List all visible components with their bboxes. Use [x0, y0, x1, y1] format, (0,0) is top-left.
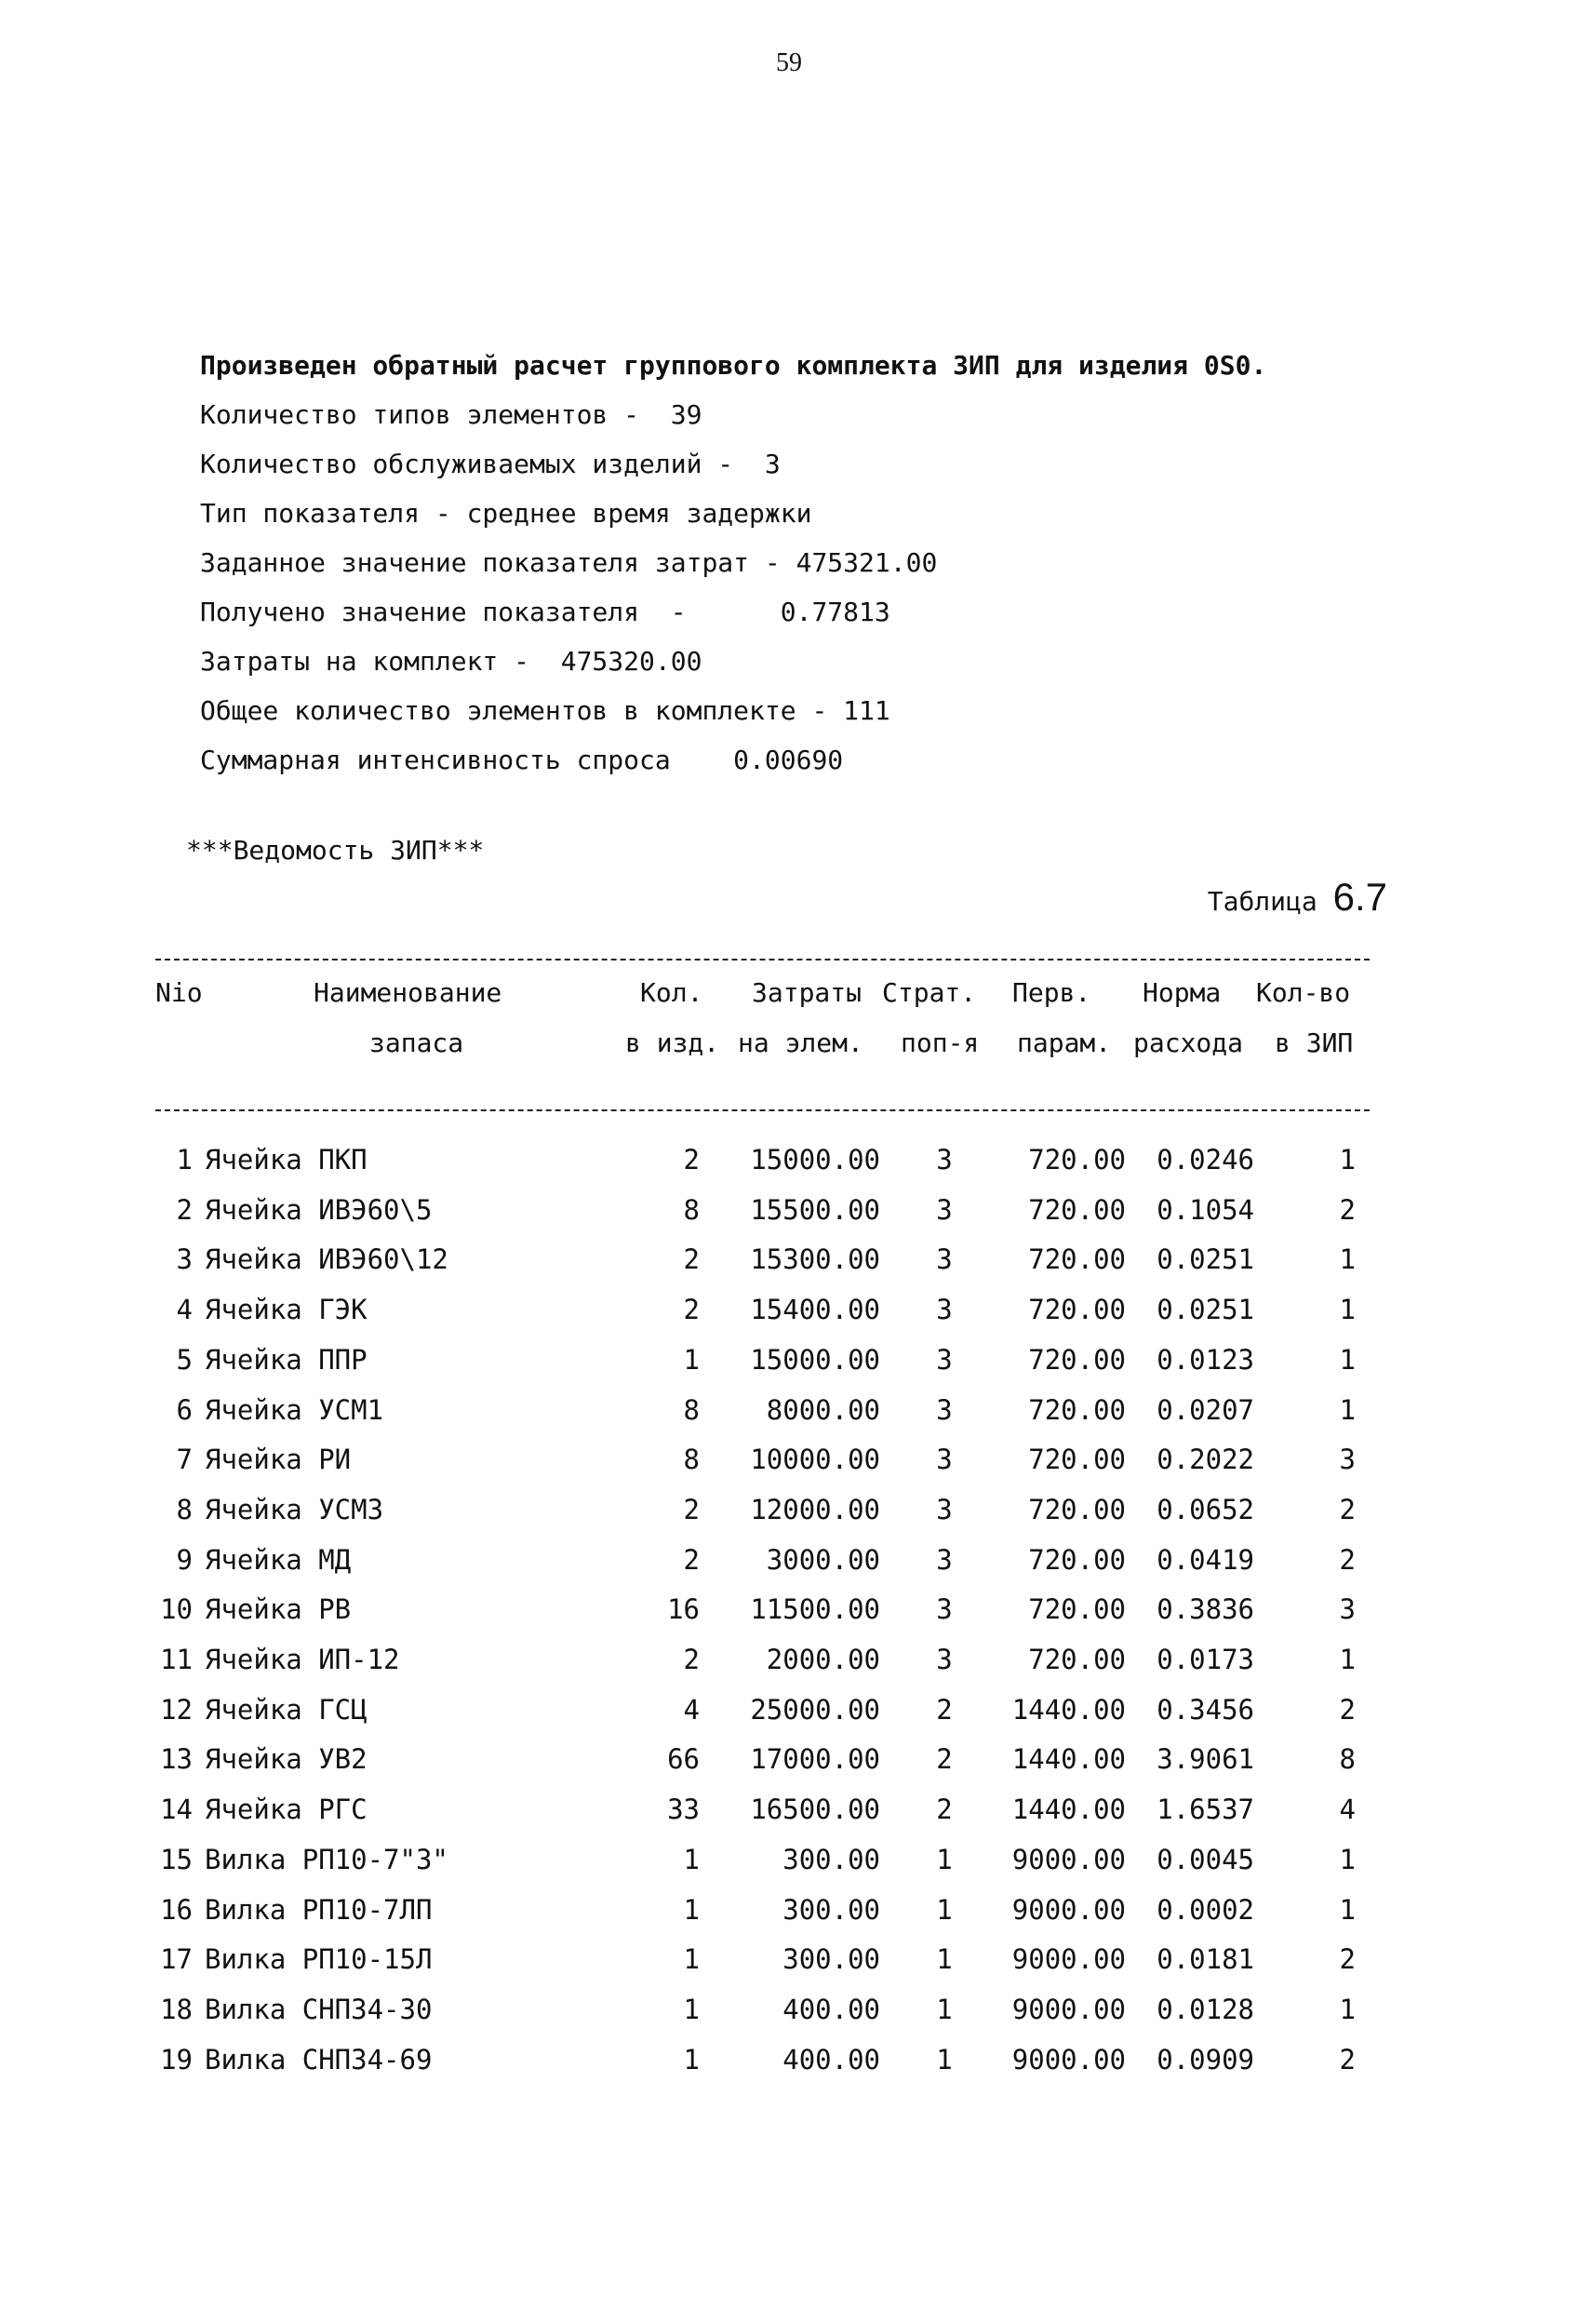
row-no: 2 [176, 1193, 193, 1226]
header-strategy-2: поп-я [901, 1028, 980, 1058]
row-name: Ячейка УВ2 [205, 1743, 368, 1776]
row-norm: 0.0123 [1157, 1343, 1254, 1376]
header-name-2: запаса [369, 1028, 464, 1058]
row-norm: 0.0045 [1157, 1843, 1254, 1875]
row-norm: 0.3456 [1157, 1693, 1254, 1726]
table-row [0, 1985, 1578, 2035]
table-caption-number: 6.7 [1332, 875, 1387, 919]
row-norm: 0.0002 [1157, 1893, 1254, 1926]
row-strategy: 1 [936, 2043, 953, 2075]
row-no: 17 [160, 1943, 193, 1976]
row-strategy: 1 [936, 1993, 953, 2025]
row-no: 6 [176, 1393, 193, 1426]
row-strategy: 3 [936, 1644, 953, 1675]
row-no: 16 [160, 1893, 193, 1926]
row-norm: 0.2022 [1157, 1444, 1254, 1476]
row-name: Вилка РП10-15Л [205, 1943, 433, 1976]
row-no: 5 [176, 1343, 193, 1376]
row-no: 3 [176, 1243, 193, 1276]
row-param: 720.00 [1028, 1243, 1126, 1276]
row-qty: 1 [683, 1893, 700, 1926]
summary-element-types: Количество типов элементов - 39 [200, 399, 702, 430]
row-no: 8 [176, 1493, 193, 1525]
row-name: Вилка СНП34-30 [205, 1993, 433, 2025]
row-param: 1440.00 [1011, 1693, 1126, 1726]
header-name: Наименование [314, 977, 502, 1008]
table-row [0, 1135, 1578, 1185]
row-qty: 66 [667, 1743, 700, 1776]
row-name: Ячейка РИ [205, 1444, 352, 1476]
row-strategy: 1 [936, 1943, 953, 1976]
row-zip-qty: 3 [1339, 1444, 1356, 1476]
row-qty: 2 [683, 1543, 700, 1576]
row-cost: 15400.00 [750, 1294, 880, 1326]
row-name: Ячейка ИП-12 [205, 1644, 400, 1675]
row-no: 1 [176, 1144, 193, 1175]
summary-kit-cost: Затраты на комплект - 475320.00 [200, 646, 702, 677]
row-qty: 16 [667, 1593, 700, 1626]
header-cost: Затраты [752, 977, 863, 1008]
row-cost: 3000.00 [766, 1543, 880, 1576]
calculation-summary [200, 341, 1410, 785]
row-norm: 0.0181 [1157, 1943, 1254, 1976]
row-qty: 4 [683, 1693, 700, 1726]
summary-demand-intensity: Суммарная интенсивность спроса 0.00690 [200, 745, 844, 775]
row-param: 720.00 [1028, 1343, 1126, 1376]
row-no: 12 [160, 1693, 193, 1726]
row-zip-qty: 8 [1339, 1743, 1356, 1776]
row-qty: 2 [683, 1644, 700, 1675]
row-param: 9000.00 [1011, 1843, 1126, 1875]
row-zip-qty: 1 [1339, 1343, 1356, 1376]
row-name: Ячейка ПКП [205, 1144, 368, 1175]
row-qty: 8 [683, 1444, 700, 1476]
row-no: 14 [160, 1793, 193, 1826]
row-name: Вилка РП10-7"З" [205, 1843, 448, 1875]
row-cost: 11500.00 [750, 1593, 880, 1626]
row-zip-qty: 2 [1339, 1943, 1356, 1976]
row-no: 10 [160, 1593, 193, 1626]
table-top-rule [155, 959, 1370, 960]
summary-served-products: Количество обслуживаемых изделий - 3 [200, 449, 781, 479]
row-norm: 0.0652 [1157, 1493, 1254, 1525]
row-cost: 300.00 [782, 1943, 880, 1976]
header-param-2: парам. [1017, 1028, 1112, 1058]
row-name: Ячейка ГЭК [205, 1294, 368, 1326]
row-zip-qty: 1 [1339, 1644, 1356, 1675]
row-qty: 1 [683, 1843, 700, 1875]
row-qty: 1 [683, 1993, 700, 2025]
table-caption-label: Таблица [1207, 886, 1317, 917]
row-norm: 0.0128 [1157, 1993, 1254, 2025]
row-norm: 0.0251 [1157, 1243, 1254, 1276]
row-cost: 25000.00 [750, 1693, 880, 1726]
row-zip-qty: 1 [1339, 1893, 1356, 1926]
row-zip-qty: 2 [1339, 1493, 1356, 1525]
table-header-rule [155, 1109, 1370, 1111]
row-zip-qty: 1 [1339, 1843, 1356, 1875]
row-cost: 400.00 [782, 1993, 880, 2025]
table-row [0, 1386, 1578, 1435]
row-cost: 12000.00 [750, 1493, 880, 1525]
row-strategy: 2 [936, 1793, 953, 1826]
row-strategy: 2 [936, 1693, 953, 1726]
row-qty: 2 [683, 1294, 700, 1326]
row-zip-qty: 1 [1339, 1294, 1356, 1326]
header-qty: Кол. [640, 977, 703, 1008]
table-row [0, 1686, 1578, 1735]
row-cost: 16500.00 [750, 1793, 880, 1826]
row-cost: 400.00 [782, 2043, 880, 2075]
summary-obtained-value: Получено значение показателя - 0.77813 [200, 597, 890, 627]
row-name: Ячейка ИВЭ60\5 [205, 1193, 433, 1226]
row-name: Вилка РП10-7ЛП [205, 1893, 433, 1926]
table-row [0, 1485, 1578, 1535]
header-qty-2: в изд. [625, 1028, 720, 1058]
row-cost: 2000.00 [766, 1644, 880, 1675]
row-zip-qty: 2 [1339, 1543, 1356, 1576]
row-zip-qty: 2 [1339, 1193, 1356, 1226]
table-row [0, 1735, 1578, 1784]
row-name: Ячейка ИВЭ60\12 [205, 1243, 448, 1276]
row-strategy: 3 [936, 1294, 953, 1326]
row-cost: 15300.00 [750, 1243, 880, 1276]
row-strategy: 3 [936, 1593, 953, 1626]
row-no: 7 [176, 1444, 193, 1476]
row-param: 720.00 [1028, 1193, 1126, 1226]
row-strategy: 3 [936, 1343, 953, 1376]
row-qty: 2 [683, 1144, 700, 1175]
table-row [0, 1235, 1578, 1284]
header-strategy: Страт. [882, 977, 977, 1008]
row-norm: 0.0251 [1157, 1294, 1254, 1326]
row-param: 720.00 [1028, 1543, 1126, 1576]
row-zip-qty: 2 [1339, 2043, 1356, 2075]
row-strategy: 3 [936, 1393, 953, 1426]
row-zip-qty: 3 [1339, 1593, 1356, 1626]
header-norm-2: расхода [1133, 1028, 1244, 1058]
row-no: 19 [160, 2043, 193, 2075]
row-param: 1440.00 [1011, 1743, 1126, 1776]
table-row [0, 1336, 1578, 1385]
row-param: 720.00 [1028, 1593, 1126, 1626]
row-name: Ячейка МД [205, 1543, 352, 1576]
row-norm: 3.9061 [1157, 1743, 1254, 1776]
row-param: 1440.00 [1011, 1793, 1126, 1826]
row-cost: 15000.00 [750, 1343, 880, 1376]
row-param: 720.00 [1028, 1393, 1126, 1426]
row-norm: 0.0207 [1157, 1393, 1254, 1426]
row-cost: 15000.00 [750, 1144, 880, 1175]
header-cost-2: на элем. [738, 1028, 863, 1058]
row-zip-qty: 4 [1339, 1793, 1356, 1826]
summary-indicator-type: Тип показателя - среднее время задержки [200, 498, 812, 529]
header-no: Nio [155, 977, 203, 1008]
row-norm: 0.0909 [1157, 2043, 1254, 2075]
row-strategy: 3 [936, 1193, 953, 1226]
row-name: Ячейка РВ [205, 1593, 352, 1626]
row-param: 9000.00 [1011, 1893, 1126, 1926]
row-param: 9000.00 [1011, 1943, 1126, 1976]
table-row [0, 1536, 1578, 1585]
row-cost: 300.00 [782, 1843, 880, 1875]
row-norm: 1.6537 [1157, 1793, 1254, 1826]
table-row [0, 1886, 1578, 1935]
table-row [0, 1785, 1578, 1834]
header-norm: Норма [1143, 977, 1222, 1008]
row-strategy: 2 [936, 1743, 953, 1776]
summary-target-cost: Заданное значение показателя затрат - 475321.00 [200, 547, 938, 578]
row-param: 720.00 [1028, 1644, 1126, 1675]
table-row [0, 2035, 1578, 2085]
row-qty: 8 [683, 1393, 700, 1426]
row-cost: 8000.00 [766, 1393, 880, 1426]
row-name: Вилка СНП34-69 [205, 2043, 433, 2075]
row-no: 9 [176, 1543, 193, 1576]
row-no: 18 [160, 1993, 193, 2025]
row-no: 4 [176, 1294, 193, 1326]
row-name: Ячейка ППР [205, 1343, 368, 1376]
row-param: 9000.00 [1011, 2043, 1126, 2075]
header-zip-qty: Кол-во [1256, 977, 1351, 1008]
row-param: 720.00 [1028, 1144, 1126, 1175]
table-row [0, 1435, 1578, 1484]
row-strategy: 1 [936, 1893, 953, 1926]
row-param: 720.00 [1028, 1294, 1126, 1326]
summary-total-elements: Общее количество элементов в комплекте - 111 [200, 695, 890, 726]
row-strategy: 3 [936, 1243, 953, 1276]
row-name: Ячейка УСМ3 [205, 1493, 384, 1525]
row-cost: 17000.00 [750, 1743, 880, 1776]
row-strategy: 3 [936, 1144, 953, 1175]
row-strategy: 3 [936, 1444, 953, 1476]
row-no: 13 [160, 1743, 193, 1776]
row-norm: 0.0419 [1157, 1543, 1254, 1576]
table-row [0, 1935, 1578, 1984]
header-zip-qty-2: в ЗИП [1275, 1028, 1354, 1058]
row-cost: 10000.00 [750, 1444, 880, 1476]
row-param: 720.00 [1028, 1493, 1126, 1525]
row-cost: 300.00 [782, 1893, 880, 1926]
row-no: 11 [160, 1644, 193, 1675]
table-row [0, 1585, 1578, 1634]
row-strategy: 3 [936, 1493, 953, 1525]
row-zip-qty: 1 [1339, 1393, 1356, 1426]
row-param: 720.00 [1028, 1444, 1126, 1476]
header-param: Перв. [1012, 977, 1091, 1008]
row-param: 9000.00 [1011, 1993, 1126, 2025]
row-qty: 1 [683, 2043, 700, 2075]
page-number: 59 [776, 48, 802, 77]
row-qty: 1 [683, 1943, 700, 1976]
row-norm: 0.3836 [1157, 1593, 1254, 1626]
row-qty: 2 [683, 1493, 700, 1525]
vedomost-title: ***Ведомость ЗИП*** [186, 835, 485, 866]
row-strategy: 3 [936, 1543, 953, 1576]
row-zip-qty: 2 [1339, 1693, 1356, 1726]
table-row [0, 1186, 1578, 1235]
table-row [0, 1285, 1578, 1335]
row-zip-qty: 1 [1339, 1243, 1356, 1276]
row-qty: 8 [683, 1193, 700, 1226]
row-no: 15 [160, 1843, 193, 1875]
row-name: Ячейка РГС [205, 1793, 368, 1826]
row-norm: 0.0173 [1157, 1644, 1254, 1675]
row-name: Ячейка УСМ1 [205, 1393, 384, 1426]
row-norm: 0.0246 [1157, 1144, 1254, 1175]
row-zip-qty: 1 [1339, 1993, 1356, 2025]
row-cost: 15500.00 [750, 1193, 880, 1226]
row-strategy: 1 [936, 1843, 953, 1875]
table-caption [1208, 875, 1387, 920]
row-zip-qty: 1 [1339, 1144, 1356, 1175]
row-name: Ячейка ГСЦ [205, 1693, 368, 1726]
table-row [0, 1835, 1578, 1885]
row-qty: 1 [683, 1343, 700, 1376]
table-row [0, 1635, 1578, 1685]
row-qty: 2 [683, 1243, 700, 1276]
summary-heading: Произведен обратный расчет группового комплекта ЗИП для изделия 0S0. [200, 350, 1267, 381]
row-qty: 33 [667, 1793, 700, 1826]
row-norm: 0.1054 [1157, 1193, 1254, 1226]
